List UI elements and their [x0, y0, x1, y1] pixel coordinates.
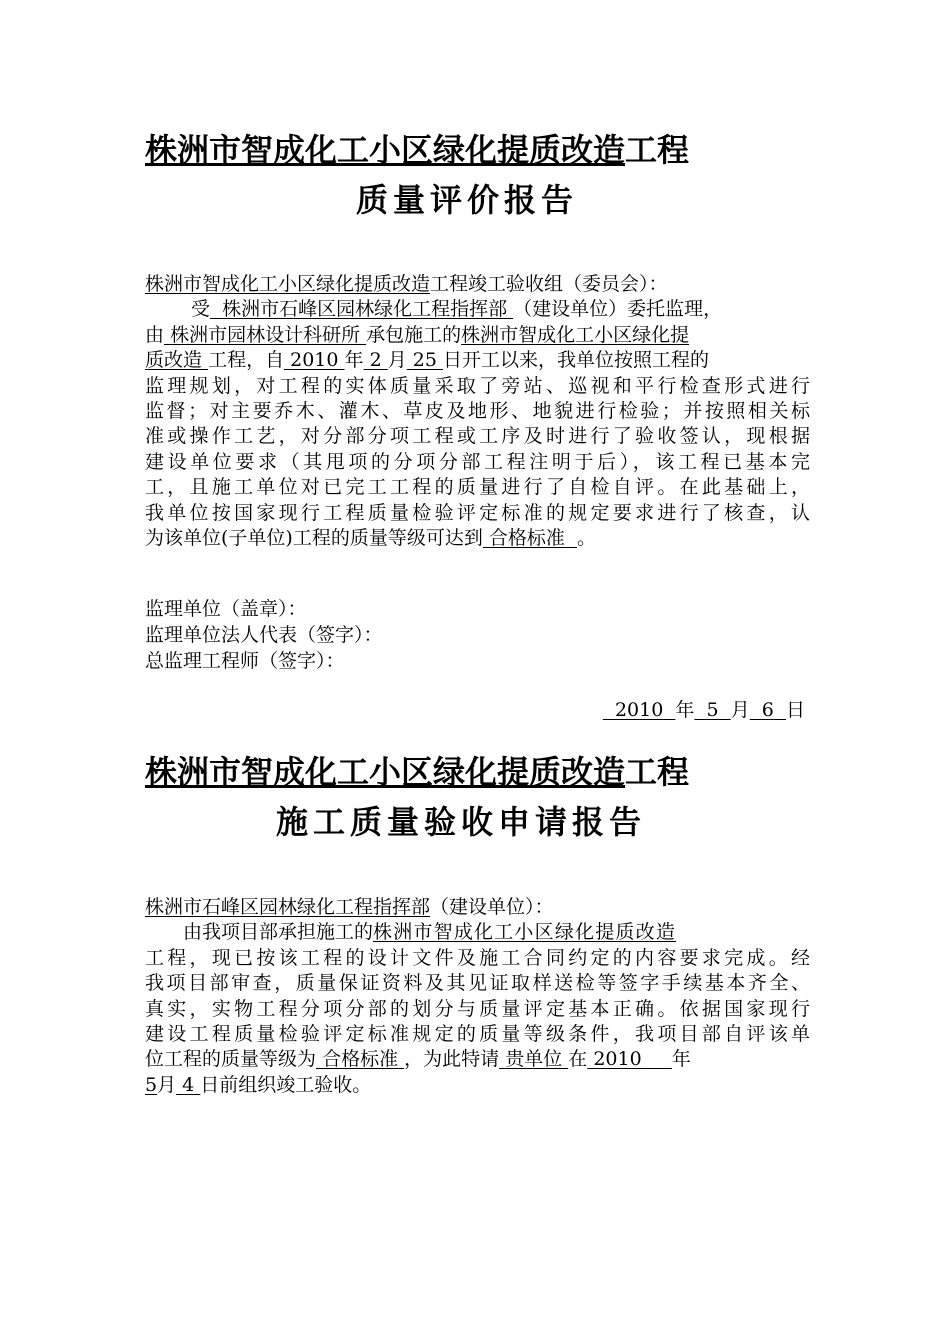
report1-body-line: 工，且施工单位对已完工工程的质量进行了自检自评。在此基础上， — [145, 476, 810, 499]
report1-start-year: 2010 — [290, 349, 339, 372]
report1-date-day-unit: 日 — [785, 699, 805, 721]
report1-last-prefix: 为该单位(子单位)工程的质量等级可达到 — [145, 526, 483, 549]
report2-request-suffix: 日前组织竣工验收。 — [200, 1073, 372, 1096]
report1-contract: 承包施工的 — [366, 323, 462, 346]
report2-body-line: 建设工程质量检验评定标准规定的质量等级条件，我项目部自评该单 — [145, 1022, 810, 1045]
report1-date-year: 2010 — [614, 699, 664, 721]
report2-title-project: 株洲市智成化工小区绿化提质改造 — [145, 753, 626, 791]
report2-request-month-unit: 月 — [157, 1073, 177, 1096]
report1-signature-engineer: 总监理工程师（签字）： — [145, 650, 345, 672]
report2-request-day: 4 — [182, 1073, 195, 1096]
report2-title-line2: 施工质量验收申请报告 — [276, 803, 647, 841]
report2-p1-project: 株洲市智成化工小区绿化提质改造 — [373, 921, 677, 944]
report1-last-line — [145, 526, 810, 551]
report2-last-line — [145, 1073, 810, 1098]
report1-shou: 受 — [191, 298, 211, 321]
report2-requestee: 贵单位 — [505, 1048, 563, 1071]
report1-title-project: 株洲市智成化工小区绿化提质改造 — [145, 131, 626, 169]
report1-addressee — [145, 272, 810, 297]
report1-body — [145, 272, 810, 551]
report1-last-suffix: 。 — [576, 526, 596, 549]
report1-signature-unit: 监理单位（盖章）： — [145, 598, 307, 620]
report1-body-line: 我单位按国家现行工程质量检验评定标准的规定要求进行了核查，认 — [145, 501, 810, 524]
report2-body-line: 真实，实物工程分项分部的划分与质量评定基本正确。依据国家现行 — [145, 997, 810, 1020]
report1-line-2 — [145, 297, 810, 322]
report2-grade-line — [145, 1047, 810, 1072]
report2-request-year-unit: 年 — [671, 1048, 691, 1071]
report2-p1-prefix: 由我项目部承担施工的 — [183, 921, 374, 944]
report1-line-4 — [145, 348, 810, 373]
report1-start-day: 25 — [412, 349, 437, 372]
report1-addressee-project: 株洲市智成化工小区绿化提质改造 — [145, 273, 431, 295]
report2-request-year: 2010 — [593, 1048, 642, 1071]
report1-client-unit: 株洲市石峰区园林绿化工程指挥部 — [222, 298, 508, 321]
report1-unit-month: 月 — [387, 349, 407, 372]
report1-date-year-unit: 年 — [675, 699, 695, 721]
report1-unit-year: 年 — [344, 349, 364, 372]
report1-body-line: 监理规划，对工程的实体质量采取了旁站、巡视和平行检查形式进行 — [145, 374, 810, 397]
report1-after-start: 日开工以来，我单位按照工程的 — [443, 349, 710, 372]
report1-start-month: 2 — [369, 349, 382, 372]
report1-gongcheng-zi: 工程，自 — [208, 349, 285, 372]
report1-project-part2: 质改造 — [145, 349, 203, 372]
report2-body-line: 工程，现已按该工程的设计文件及施工合同约定的内容要求完成。经 — [145, 946, 810, 969]
report1-addressee-rest: 工程竣工验收组（委员会）： — [430, 273, 668, 295]
report2-addressee-rest: （建设单位）： — [430, 896, 554, 918]
report2-body — [145, 895, 810, 1098]
report1-body-line: 准或操作工艺，对分部分项工程或工序及时进行了验收签认，现根据 — [145, 425, 810, 448]
report2-addressee-unit: 株洲市石峰区园林绿化工程指挥部 — [145, 896, 431, 918]
report2-body-line: 我项目部审查，质量保证资料及其见证取样送检等签字手续基本齐全、 — [145, 972, 810, 995]
report1-quality-grade: 合格标准 — [488, 526, 565, 549]
report2-request-month: 5 — [145, 1073, 158, 1096]
report2-title-suffix: 工程 — [625, 753, 690, 791]
report1-signature-rep: 监理单位法人代表（签字）： — [145, 624, 383, 646]
report2-line-2 — [145, 920, 810, 945]
report1-date — [603, 697, 805, 723]
report1-date-month: 5 — [706, 699, 719, 721]
report1-you: 由 — [145, 323, 165, 346]
report1-client-suffix: （建设单位）委托监理， — [513, 298, 723, 321]
report1-line-3 — [145, 323, 810, 348]
report1-project-part1: 株洲市智成化工小区绿化提 — [461, 323, 690, 346]
report2-grade-mid: ，为此特请 — [404, 1048, 500, 1071]
report2-addressee — [145, 895, 810, 920]
report2-grade-prefix: 位工程的质量等级为 — [145, 1048, 317, 1071]
report1-contractor: 株洲市园林设计科研所 — [170, 323, 361, 346]
report2-grade-mid2: 在 — [568, 1048, 588, 1071]
report1-title-suffix: 工程 — [625, 131, 690, 169]
report1-body-line: 建设单位要求（其甩项的分项分部工程注明于后），该工程已基本完 — [145, 450, 810, 473]
report2-title-line1 — [145, 752, 689, 792]
report2-quality-grade: 合格标准 — [322, 1048, 399, 1071]
report1-date-day: 6 — [761, 699, 774, 721]
report1-body-line: 监督；对主要乔木、灌木、草皮及地形、地貌进行检验；并按照相关标 — [145, 399, 810, 422]
report1-title-line2: 质量评价报告 — [356, 181, 579, 219]
report1-title-line1 — [145, 130, 689, 170]
report1-date-month-unit: 月 — [730, 699, 750, 721]
